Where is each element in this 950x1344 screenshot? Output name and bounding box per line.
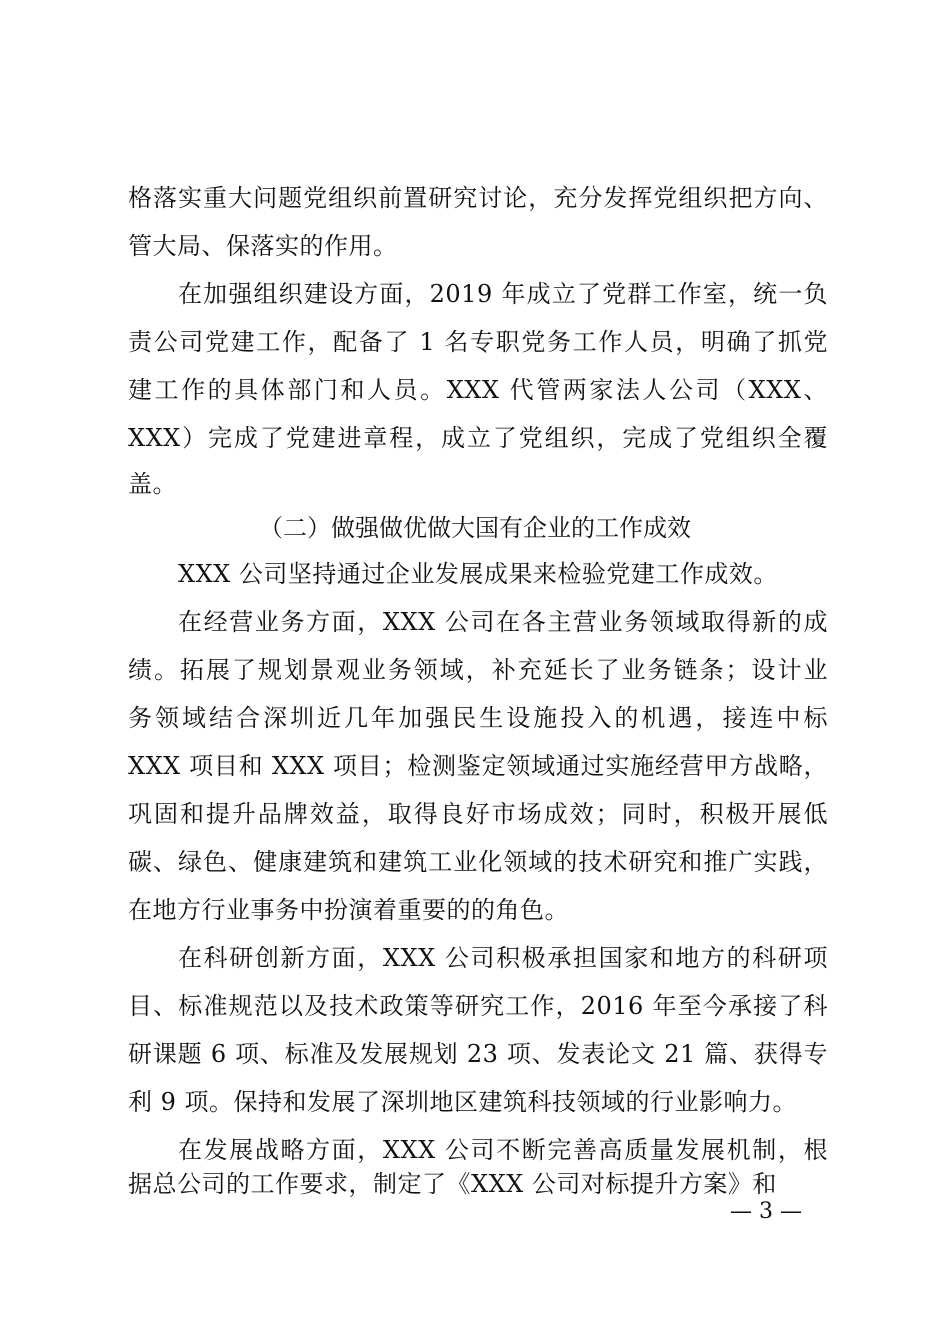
text-line: 责公司党建工作，配备了 1 名专职党务工作人员，明确了抓党 [128, 328, 828, 356]
text-line: 目、标准规范以及技术政策等研究工作，2016 年至今承接了科 [128, 992, 828, 1020]
text-line: 绩。拓展了规划景观业务领域，补充延长了业务链条；设计业 [128, 656, 828, 684]
text-line: 利 9 项。保持和发展了深圳地区建筑科技领域的行业影响力。 [128, 1088, 798, 1116]
section-heading: （二）做强做优做大国有企业的工作成效 [259, 514, 691, 542]
text-line: 据总公司的工作要求，制定了《XXX 公司对标提升方案》和 [128, 1170, 777, 1198]
text-line: 在加强组织建设方面，2019 年成立了党群工作室，统一负 [178, 280, 828, 308]
text-line: 研课题 6 项、标准及发展规划 23 项、发表论文 21 篇、获得专 [128, 1040, 828, 1068]
text-line: 巩固和提升品牌效益，取得良好市场成效；同时，积极开展低 [128, 800, 828, 828]
page-number: — 3 — [730, 1199, 802, 1224]
text-line: 在科研创新方面，XXX 公司积极承担国家和地方的科研项 [178, 944, 828, 972]
text-line: 管大局、保落实的作用。 [128, 232, 398, 260]
text-line: 在经营业务方面，XXX 公司在各主营业务领域取得新的成 [178, 608, 828, 636]
text-line: XXX）完成了党建进章程，成立了党组织，完成了党组织全覆 [128, 424, 828, 452]
text-line: XXX 项目和 XXX 项目；检测鉴定领域通过实施经营甲方战略， [128, 752, 828, 780]
text-line: 格落实重大问题党组织前置研究讨论，充分发挥党组织把方向、 [128, 184, 828, 212]
text-line: 务领域结合深圳近几年加强民生设施投入的机遇，接连中标 [128, 704, 828, 732]
text-line: 建工作的具体部门和人员。XXX 代管两家法人公司（XXX、 [128, 376, 828, 404]
text-line: 盖。 [128, 470, 177, 498]
text-line: 碳、绿色、健康建筑和建筑工业化领域的技术研究和推广实践， [128, 848, 828, 876]
text-line: XXX 公司坚持通过企业发展成果来检验党建工作成效。 [178, 560, 778, 588]
text-line: 在发展战略方面，XXX 公司不断完善高质量发展机制，根 [178, 1136, 828, 1164]
text-line: 在地方行业事务中扮演着重要的的角色。 [128, 896, 569, 924]
